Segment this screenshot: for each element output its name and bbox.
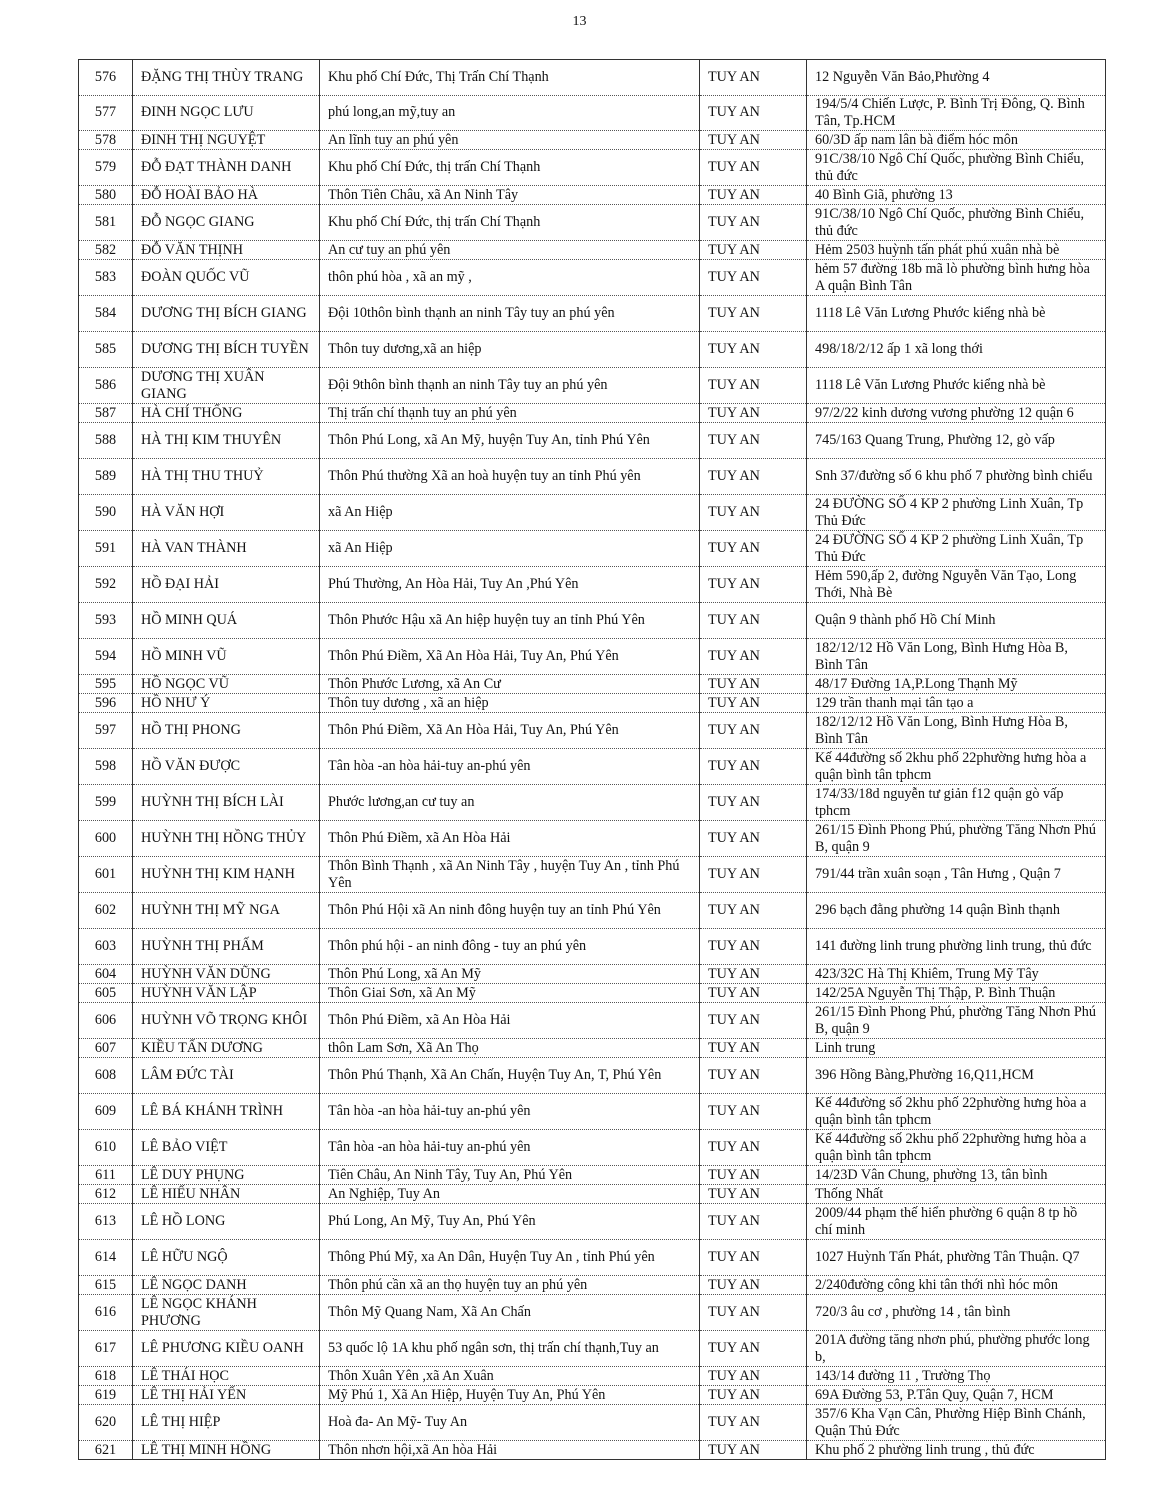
table-row bbox=[79, 332, 1106, 368]
current-address: 142/25A Nguyễn Thị Thập, P. Bình Thuận bbox=[807, 984, 1106, 1003]
table-row bbox=[79, 459, 1106, 495]
table-row bbox=[79, 241, 1106, 260]
home-address: Thôn Phú Long, xã An Mỹ bbox=[320, 965, 700, 984]
table-row bbox=[79, 423, 1106, 459]
full-name: HỒ MINH QUÁ bbox=[133, 603, 320, 639]
district: TUY AN bbox=[700, 1058, 807, 1094]
district: TUY AN bbox=[700, 1386, 807, 1405]
row-number: 621 bbox=[79, 1441, 133, 1460]
row-number: 615 bbox=[79, 1276, 133, 1295]
home-address: Thôn Xuân Yên ,xã An Xuân bbox=[320, 1367, 700, 1386]
table-row bbox=[79, 713, 1106, 749]
full-name: HUỲNH THỊ HỒNG THỦY bbox=[133, 821, 320, 857]
district: TUY AN bbox=[700, 60, 807, 96]
row-number: 618 bbox=[79, 1367, 133, 1386]
current-address: 182/12/12 Hồ Văn Long, Bình Hưng Hòa B, Bình Tân bbox=[807, 713, 1106, 749]
home-address: Phú Long, An Mỹ, Tuy An, Phú Yên bbox=[320, 1204, 700, 1240]
full-name: HUỲNH THỊ BÍCH LÀI bbox=[133, 785, 320, 821]
current-address: 12 Nguyễn Văn Bảo,Phường 4 bbox=[807, 60, 1106, 96]
table-row bbox=[79, 1166, 1106, 1185]
full-name: LÊ PHƯƠNG KIỀU OANH bbox=[133, 1331, 320, 1367]
district: TUY AN bbox=[700, 531, 807, 567]
current-address: 14/23D Vân Chung, phường 13, tân bình bbox=[807, 1166, 1106, 1185]
row-number: 591 bbox=[79, 531, 133, 567]
row-number: 579 bbox=[79, 150, 133, 186]
current-address: 48/17 Đường 1A,P.Long Thạnh Mỹ bbox=[807, 675, 1106, 694]
row-number: 605 bbox=[79, 984, 133, 1003]
district: TUY AN bbox=[700, 1240, 807, 1276]
row-number: 606 bbox=[79, 1003, 133, 1039]
current-address: 2009/44 phạm thế hiển phường 6 quận 8 tp hồ chí minh bbox=[807, 1204, 1106, 1240]
row-number: 592 bbox=[79, 567, 133, 603]
current-address: Thống Nhất bbox=[807, 1185, 1106, 1204]
district: TUY AN bbox=[700, 785, 807, 821]
district: TUY AN bbox=[700, 1367, 807, 1386]
table-row bbox=[79, 95, 1106, 131]
home-address: Thôn Phú Điềm, Xã An Hòa Hải, Tuy An, Phú Yên bbox=[320, 639, 700, 675]
current-address: 1027 Huỳnh Tấn Phát, phường Tân Thuận. Q7 bbox=[807, 1240, 1106, 1276]
row-number: 596 bbox=[79, 694, 133, 713]
table-row bbox=[79, 1094, 1106, 1130]
home-address: Thôn Tiên Châu, xã An Ninh Tây bbox=[320, 186, 700, 205]
current-address: 791/44 trần xuân soạn , Tân Hưng , Quận 7 bbox=[807, 857, 1106, 893]
full-name: HUỲNH THỊ MỸ NGA bbox=[133, 893, 320, 929]
home-address: Khu phố Chí Đức, thị trấn Chí Thạnh bbox=[320, 150, 700, 186]
row-number: 607 bbox=[79, 1039, 133, 1058]
current-address: 2/240đường công khi tân thới nhì hóc môn bbox=[807, 1276, 1106, 1295]
row-number: 603 bbox=[79, 929, 133, 965]
row-number: 585 bbox=[79, 332, 133, 368]
full-name: ĐỖ ĐẠT THÀNH DANH bbox=[133, 150, 320, 186]
full-name: HỒ NGỌC VŨ bbox=[133, 675, 320, 694]
table-row bbox=[79, 1130, 1106, 1166]
table-row bbox=[79, 150, 1106, 186]
district: TUY AN bbox=[700, 1185, 807, 1204]
row-number: 611 bbox=[79, 1166, 133, 1185]
home-address: Thôn Phú Thạnh, Xã An Chấn, Huyện Tuy An, T, Phú Yên bbox=[320, 1058, 700, 1094]
full-name: LÊ BẢO VIỆT bbox=[133, 1130, 320, 1166]
table-row bbox=[79, 1386, 1106, 1405]
home-address: Hoà đa- An Mỹ- Tuy An bbox=[320, 1405, 700, 1441]
home-address: Thôn tuy dương,xã an hiệp bbox=[320, 332, 700, 368]
current-address: Snh 37/đường số 6 khu phố 7 phường bình chiểu bbox=[807, 459, 1106, 495]
table-row bbox=[79, 260, 1106, 296]
table-row bbox=[79, 1240, 1106, 1276]
home-address: Phú Thường, An Hòa Hải, Tuy An ,Phú Yên bbox=[320, 567, 700, 603]
table-row bbox=[79, 531, 1106, 567]
current-address: Hẻm 590,ấp 2, đường Nguyễn Văn Tạo, Long Thới, Nhà Bè bbox=[807, 567, 1106, 603]
full-name: LÊ THỊ HIỆP bbox=[133, 1405, 320, 1441]
row-number: 581 bbox=[79, 205, 133, 241]
full-name: HÀ VĂN HỢI bbox=[133, 495, 320, 531]
full-name: LÂM ĐỨC TÀI bbox=[133, 1058, 320, 1094]
table-row bbox=[79, 1367, 1106, 1386]
row-number: 609 bbox=[79, 1094, 133, 1130]
home-address: Thôn Phước Lương, xã An Cư bbox=[320, 675, 700, 694]
table-row bbox=[79, 368, 1106, 404]
row-number: 599 bbox=[79, 785, 133, 821]
full-name: LÊ HIẾU NHÂN bbox=[133, 1185, 320, 1204]
current-address: 174/33/18d nguyễn tư giản f12 quận gò vấp tphcm bbox=[807, 785, 1106, 821]
current-address: Quận 9 thành phố Hồ Chí Minh bbox=[807, 603, 1106, 639]
home-address: thôn Lam Sơn, Xã An Thọ bbox=[320, 1039, 700, 1058]
full-name: ĐINH THỊ NGUYỆT bbox=[133, 131, 320, 150]
row-number: 590 bbox=[79, 495, 133, 531]
table-row bbox=[79, 785, 1106, 821]
row-number: 586 bbox=[79, 368, 133, 404]
table-row bbox=[79, 929, 1106, 965]
current-address: 423/32C Hà Thị Khiêm, Trung Mỹ Tây bbox=[807, 965, 1106, 984]
home-address: Khu phố Chí Đức, Thị Trấn Chí Thạnh bbox=[320, 60, 700, 96]
home-address: Thôn Phú thường Xã an hoà huyện tuy an tỉnh Phú yên bbox=[320, 459, 700, 495]
district: TUY AN bbox=[700, 713, 807, 749]
row-number: 593 bbox=[79, 603, 133, 639]
district: TUY AN bbox=[700, 1331, 807, 1367]
full-name: LÊ THỊ HẢI YẾN bbox=[133, 1386, 320, 1405]
home-address: Thôn nhơn hội,xã An hòa Hải bbox=[320, 1441, 700, 1460]
home-address: Thôn Phú Điềm, Xã An Hòa Hải, Tuy An, Phú Yên bbox=[320, 713, 700, 749]
full-name: ĐỖ NGỌC GIANG bbox=[133, 205, 320, 241]
full-name: DƯƠNG THỊ BÍCH GIANG bbox=[133, 296, 320, 332]
full-name: LÊ THỊ MINH HỒNG bbox=[133, 1441, 320, 1460]
table-row bbox=[79, 495, 1106, 531]
current-address: Khu phố 2 phường linh trung , thủ đức bbox=[807, 1441, 1106, 1460]
current-address: Kế 44đường số 2khu phố 22phường hưng hòa a quận bình tân tphcm bbox=[807, 1130, 1106, 1166]
table-row bbox=[79, 857, 1106, 893]
home-address: 53 quốc lộ 1A khu phố ngân sơn, thị trấn chí thạnh,Tuy an bbox=[320, 1331, 700, 1367]
current-address: 296 bạch đằng phường 14 quận Bình thạnh bbox=[807, 893, 1106, 929]
district: TUY AN bbox=[700, 186, 807, 205]
current-address: 396 Hồng Bàng,Phường 16,Q11,HCM bbox=[807, 1058, 1106, 1094]
row-number: 598 bbox=[79, 749, 133, 785]
home-address: Thị trấn chí thạnh tuy an phú yên bbox=[320, 404, 700, 423]
current-address: 720/3 âu cơ , phường 14 , tân bình bbox=[807, 1295, 1106, 1331]
row-number: 602 bbox=[79, 893, 133, 929]
district: TUY AN bbox=[700, 131, 807, 150]
row-number: 617 bbox=[79, 1331, 133, 1367]
table-row bbox=[79, 131, 1106, 150]
home-address: Tân hòa -an hòa hải-tuy an-phú yên bbox=[320, 1130, 700, 1166]
row-number: 612 bbox=[79, 1185, 133, 1204]
district: TUY AN bbox=[700, 495, 807, 531]
district: TUY AN bbox=[700, 1003, 807, 1039]
district: TUY AN bbox=[700, 296, 807, 332]
current-address: 194/5/4 Chiến Lược, P. Bình Trị Đông, Q. Bình Tân, Tp.HCM bbox=[807, 95, 1106, 131]
row-number: 589 bbox=[79, 459, 133, 495]
row-number: 582 bbox=[79, 241, 133, 260]
district: TUY AN bbox=[700, 1166, 807, 1185]
current-address: 141 đường linh trung phường linh trung, thủ đức bbox=[807, 929, 1106, 965]
full-name: KIỀU TẤN DƯƠNG bbox=[133, 1039, 320, 1058]
district: TUY AN bbox=[700, 603, 807, 639]
row-number: 577 bbox=[79, 95, 133, 131]
district: TUY AN bbox=[700, 893, 807, 929]
row-number: 578 bbox=[79, 131, 133, 150]
district: TUY AN bbox=[700, 459, 807, 495]
row-number: 620 bbox=[79, 1405, 133, 1441]
district: TUY AN bbox=[700, 1094, 807, 1130]
full-name: HUỲNH VĂN DŨNG bbox=[133, 965, 320, 984]
table-row bbox=[79, 205, 1106, 241]
table-row bbox=[79, 1185, 1106, 1204]
current-address: 1118 Lê Văn Lương Phước kiểng nhà bè bbox=[807, 368, 1106, 404]
current-address: 24 ĐƯỜNG SỐ 4 KP 2 phường Linh Xuân, Tp Thủ Đức bbox=[807, 495, 1106, 531]
row-number: 601 bbox=[79, 857, 133, 893]
roster-body bbox=[79, 60, 1106, 1460]
row-number: 608 bbox=[79, 1058, 133, 1094]
home-address: Thôn Mỹ Quang Nam, Xã An Chấn bbox=[320, 1295, 700, 1331]
home-address: An Nghiệp, Tuy An bbox=[320, 1185, 700, 1204]
current-address: 97/2/22 kinh dương vương phường 12 quận 6 bbox=[807, 404, 1106, 423]
current-address: Linh trung bbox=[807, 1039, 1106, 1058]
roster-table bbox=[78, 59, 1106, 1460]
home-address: Thôn tuy dương , xã an hiệp bbox=[320, 694, 700, 713]
current-address: 91C/38/10 Ngô Chí Quốc, phường Bình Chiểu, thủ đức bbox=[807, 150, 1106, 186]
row-number: 588 bbox=[79, 423, 133, 459]
current-address: 40 Bình Giã, phường 13 bbox=[807, 186, 1106, 205]
current-address: 745/163 Quang Trung, Phường 12, gò vấp bbox=[807, 423, 1106, 459]
table-row bbox=[79, 965, 1106, 984]
full-name: HỒ VĂN ĐƯỢC bbox=[133, 749, 320, 785]
row-number: 580 bbox=[79, 186, 133, 205]
home-address: Thôn phú hội - an ninh đông - tuy an phú yên bbox=[320, 929, 700, 965]
home-address: phú long,an mỹ,tuy an bbox=[320, 95, 700, 131]
district: TUY AN bbox=[700, 1441, 807, 1460]
home-address: Mỹ Phú 1, Xã An Hiệp, Huyện Tuy An, Phú Yên bbox=[320, 1386, 700, 1405]
full-name: LÊ HỒ LONG bbox=[133, 1204, 320, 1240]
full-name: LÊ HỮU NGỘ bbox=[133, 1240, 320, 1276]
current-address: Kế 44đường số 2khu phố 22phường hưng hòa a quận bình tân tphcm bbox=[807, 749, 1106, 785]
full-name: HÀ THỊ THU THUỶ bbox=[133, 459, 320, 495]
district: TUY AN bbox=[700, 821, 807, 857]
row-number: 594 bbox=[79, 639, 133, 675]
row-number: 604 bbox=[79, 965, 133, 984]
table-row bbox=[79, 1003, 1106, 1039]
district: TUY AN bbox=[700, 965, 807, 984]
row-number: 597 bbox=[79, 713, 133, 749]
district: TUY AN bbox=[700, 929, 807, 965]
table-row bbox=[79, 984, 1106, 1003]
row-number: 584 bbox=[79, 296, 133, 332]
home-address: An lĩnh tuy an phú yên bbox=[320, 131, 700, 150]
current-address: 24 ĐƯỜNG SỐ 4 KP 2 phường Linh Xuân, Tp Thủ Đức bbox=[807, 531, 1106, 567]
district: TUY AN bbox=[700, 332, 807, 368]
district: TUY AN bbox=[700, 95, 807, 131]
full-name: HỒ ĐẠI HẢI bbox=[133, 567, 320, 603]
home-address: Tân hòa -an hòa hải-tuy an-phú yên bbox=[320, 1094, 700, 1130]
full-name: HUỲNH VĂN LẬP bbox=[133, 984, 320, 1003]
district: TUY AN bbox=[700, 1405, 807, 1441]
current-address: 143/14 đường 11 , Trường Thọ bbox=[807, 1367, 1106, 1386]
row-number: 616 bbox=[79, 1295, 133, 1331]
full-name: LÊ NGỌC DANH bbox=[133, 1276, 320, 1295]
table-row bbox=[79, 694, 1106, 713]
current-address: 498/18/2/12 ấp 1 xã long thới bbox=[807, 332, 1106, 368]
home-address: xã An Hiệp bbox=[320, 531, 700, 567]
home-address: Phước lương,an cư tuy an bbox=[320, 785, 700, 821]
full-name: HỒ THỊ PHONG bbox=[133, 713, 320, 749]
row-number: 619 bbox=[79, 1386, 133, 1405]
full-name: HUỲNH THỊ KIM HẠNH bbox=[133, 857, 320, 893]
district: TUY AN bbox=[700, 150, 807, 186]
table-row bbox=[79, 1058, 1106, 1094]
table-row bbox=[79, 749, 1106, 785]
current-address: 91C/38/10 Ngô Chí Quốc, phường Bình Chiểu, thủ đức bbox=[807, 205, 1106, 241]
row-number: 614 bbox=[79, 1240, 133, 1276]
row-number: 610 bbox=[79, 1130, 133, 1166]
full-name: HÀ THỊ KIM THUYÊN bbox=[133, 423, 320, 459]
current-address: hẻm 57 đường 18b mã lò phường bình hưng hòa A quận Bình Tân bbox=[807, 260, 1106, 296]
table-row bbox=[79, 296, 1106, 332]
home-address: Thôn Phú Hội xã An ninh đông huyện tuy an tỉnh Phú Yên bbox=[320, 893, 700, 929]
district: TUY AN bbox=[700, 260, 807, 296]
district: TUY AN bbox=[700, 205, 807, 241]
current-address: 357/6 Kha Vạn Cân, Phường Hiệp Bình Chánh, Quận Thủ Đức bbox=[807, 1405, 1106, 1441]
district: TUY AN bbox=[700, 1130, 807, 1166]
current-address: Hẻm 2503 huỳnh tấn phát phú xuân nhà bè bbox=[807, 241, 1106, 260]
home-address: Đội 10thôn bình thạnh an ninh Tây tuy an phú yên bbox=[320, 296, 700, 332]
current-address: 261/15 Đình Phong Phú, phường Tăng Nhơn Phú B, quận 9 bbox=[807, 1003, 1106, 1039]
home-address: Thôn Giai Sơn, xã An Mỹ bbox=[320, 984, 700, 1003]
table-row bbox=[79, 1331, 1106, 1367]
current-address: 60/3D ấp nam lân bà điểm hóc môn bbox=[807, 131, 1106, 150]
home-address: Đội 9thôn bình thạnh an ninh Tây tuy an phú yên bbox=[320, 368, 700, 404]
table-row bbox=[79, 404, 1106, 423]
current-address: Kế 44đường số 2khu phố 22phường hưng hòa a quận bình tân tphcm bbox=[807, 1094, 1106, 1130]
full-name: LÊ NGỌC KHÁNH PHƯƠNG bbox=[133, 1295, 320, 1331]
table-row bbox=[79, 893, 1106, 929]
home-address: Thôn Phú Điềm, xã An Hòa Hải bbox=[320, 821, 700, 857]
district: TUY AN bbox=[700, 423, 807, 459]
full-name: LÊ BÁ KHÁNH TRÌNH bbox=[133, 1094, 320, 1130]
table-row bbox=[79, 603, 1106, 639]
full-name: ĐOÀN QUỐC VŨ bbox=[133, 260, 320, 296]
district: TUY AN bbox=[700, 639, 807, 675]
district: TUY AN bbox=[700, 1204, 807, 1240]
full-name: DƯƠNG THỊ XUÂN GIANG bbox=[133, 368, 320, 404]
row-number: 613 bbox=[79, 1204, 133, 1240]
table-row bbox=[79, 1204, 1106, 1240]
full-name: LÊ THÁI HỌC bbox=[133, 1367, 320, 1386]
row-number: 595 bbox=[79, 675, 133, 694]
table-row bbox=[79, 1441, 1106, 1460]
current-address: 1118 Lê Văn Lương Phước kiểng nhà bè bbox=[807, 296, 1106, 332]
current-address: 201A đường tăng nhơn phú, phường phước long b, bbox=[807, 1331, 1106, 1367]
full-name: HỒ MINH VŨ bbox=[133, 639, 320, 675]
district: TUY AN bbox=[700, 404, 807, 423]
table-row bbox=[79, 639, 1106, 675]
table-row bbox=[79, 186, 1106, 205]
home-address: Thôn phú cần xã an thọ huyện tuy an phú yên bbox=[320, 1276, 700, 1295]
table-row bbox=[79, 60, 1106, 96]
full-name: ĐẶNG THỊ THÙY TRANG bbox=[133, 60, 320, 96]
current-address: 129 trần thanh mại tân tạo a bbox=[807, 694, 1106, 713]
home-address: Khu phố Chí Đức, thị trấn Chí Thạnh bbox=[320, 205, 700, 241]
table-row bbox=[79, 675, 1106, 694]
row-number: 587 bbox=[79, 404, 133, 423]
home-address: Thôn Phú Long, xã An Mỹ, huyện Tuy An, tỉnh Phú Yên bbox=[320, 423, 700, 459]
full-name: ĐỖ HOÀI BẢO HÀ bbox=[133, 186, 320, 205]
current-address: 182/12/12 Hồ Văn Long, Bình Hưng Hòa B, Bình Tân bbox=[807, 639, 1106, 675]
district: TUY AN bbox=[700, 857, 807, 893]
full-name: HÀ VAN THÀNH bbox=[133, 531, 320, 567]
full-name: HUỲNH VÕ TRỌNG KHÔI bbox=[133, 1003, 320, 1039]
district: TUY AN bbox=[700, 1295, 807, 1331]
current-address: 261/15 Đình Phong Phú, phường Tăng Nhơn Phú B, quận 9 bbox=[807, 821, 1106, 857]
home-address: Thôn Phú Điềm, xã An Hòa Hải bbox=[320, 1003, 700, 1039]
home-address: thôn phú hòa , xã an mỹ , bbox=[320, 260, 700, 296]
district: TUY AN bbox=[700, 1039, 807, 1058]
full-name: HUỲNH THỊ PHẤM bbox=[133, 929, 320, 965]
table-row bbox=[79, 1039, 1106, 1058]
district: TUY AN bbox=[700, 984, 807, 1003]
home-address: Thôn Bình Thạnh , xã An Ninh Tây , huyện Tuy An , tỉnh Phú Yên bbox=[320, 857, 700, 893]
district: TUY AN bbox=[700, 694, 807, 713]
district: TUY AN bbox=[700, 1276, 807, 1295]
home-address: Tân hòa -an hòa hải-tuy an-phú yên bbox=[320, 749, 700, 785]
row-number: 600 bbox=[79, 821, 133, 857]
full-name: ĐỖ VĂN THỊNH bbox=[133, 241, 320, 260]
table-row bbox=[79, 1276, 1106, 1295]
district: TUY AN bbox=[700, 567, 807, 603]
home-address: xã An Hiệp bbox=[320, 495, 700, 531]
page-number: 13 bbox=[572, 14, 587, 29]
district: TUY AN bbox=[700, 749, 807, 785]
home-address: Thông Phú Mỹ, xa An Dân, Huyện Tuy An , tỉnh Phú yên bbox=[320, 1240, 700, 1276]
table-row bbox=[79, 821, 1106, 857]
full-name: LÊ DUY PHỤNG bbox=[133, 1166, 320, 1185]
table-row bbox=[79, 1405, 1106, 1441]
district: TUY AN bbox=[700, 368, 807, 404]
district: TUY AN bbox=[700, 675, 807, 694]
table-row bbox=[79, 567, 1106, 603]
district: TUY AN bbox=[700, 241, 807, 260]
home-address: Tiên Châu, An Ninh Tây, Tuy An, Phú Yên bbox=[320, 1166, 700, 1185]
table-row bbox=[79, 1295, 1106, 1331]
current-address: 69A Đường 53, P.Tân Quy, Quận 7, HCM bbox=[807, 1386, 1106, 1405]
full-name: HÀ CHÍ THỐNG bbox=[133, 404, 320, 423]
full-name: DƯƠNG THỊ BÍCH TUYỀN bbox=[133, 332, 320, 368]
row-number: 583 bbox=[79, 260, 133, 296]
full-name: HỒ NHƯ Ý bbox=[133, 694, 320, 713]
home-address: An cư tuy an phú yên bbox=[320, 241, 700, 260]
full-name: ĐINH NGỌC LƯU bbox=[133, 95, 320, 131]
row-number: 576 bbox=[79, 60, 133, 96]
home-address: Thôn Phước Hậu xã An hiệp huyện tuy an tỉnh Phú Yên bbox=[320, 603, 700, 639]
